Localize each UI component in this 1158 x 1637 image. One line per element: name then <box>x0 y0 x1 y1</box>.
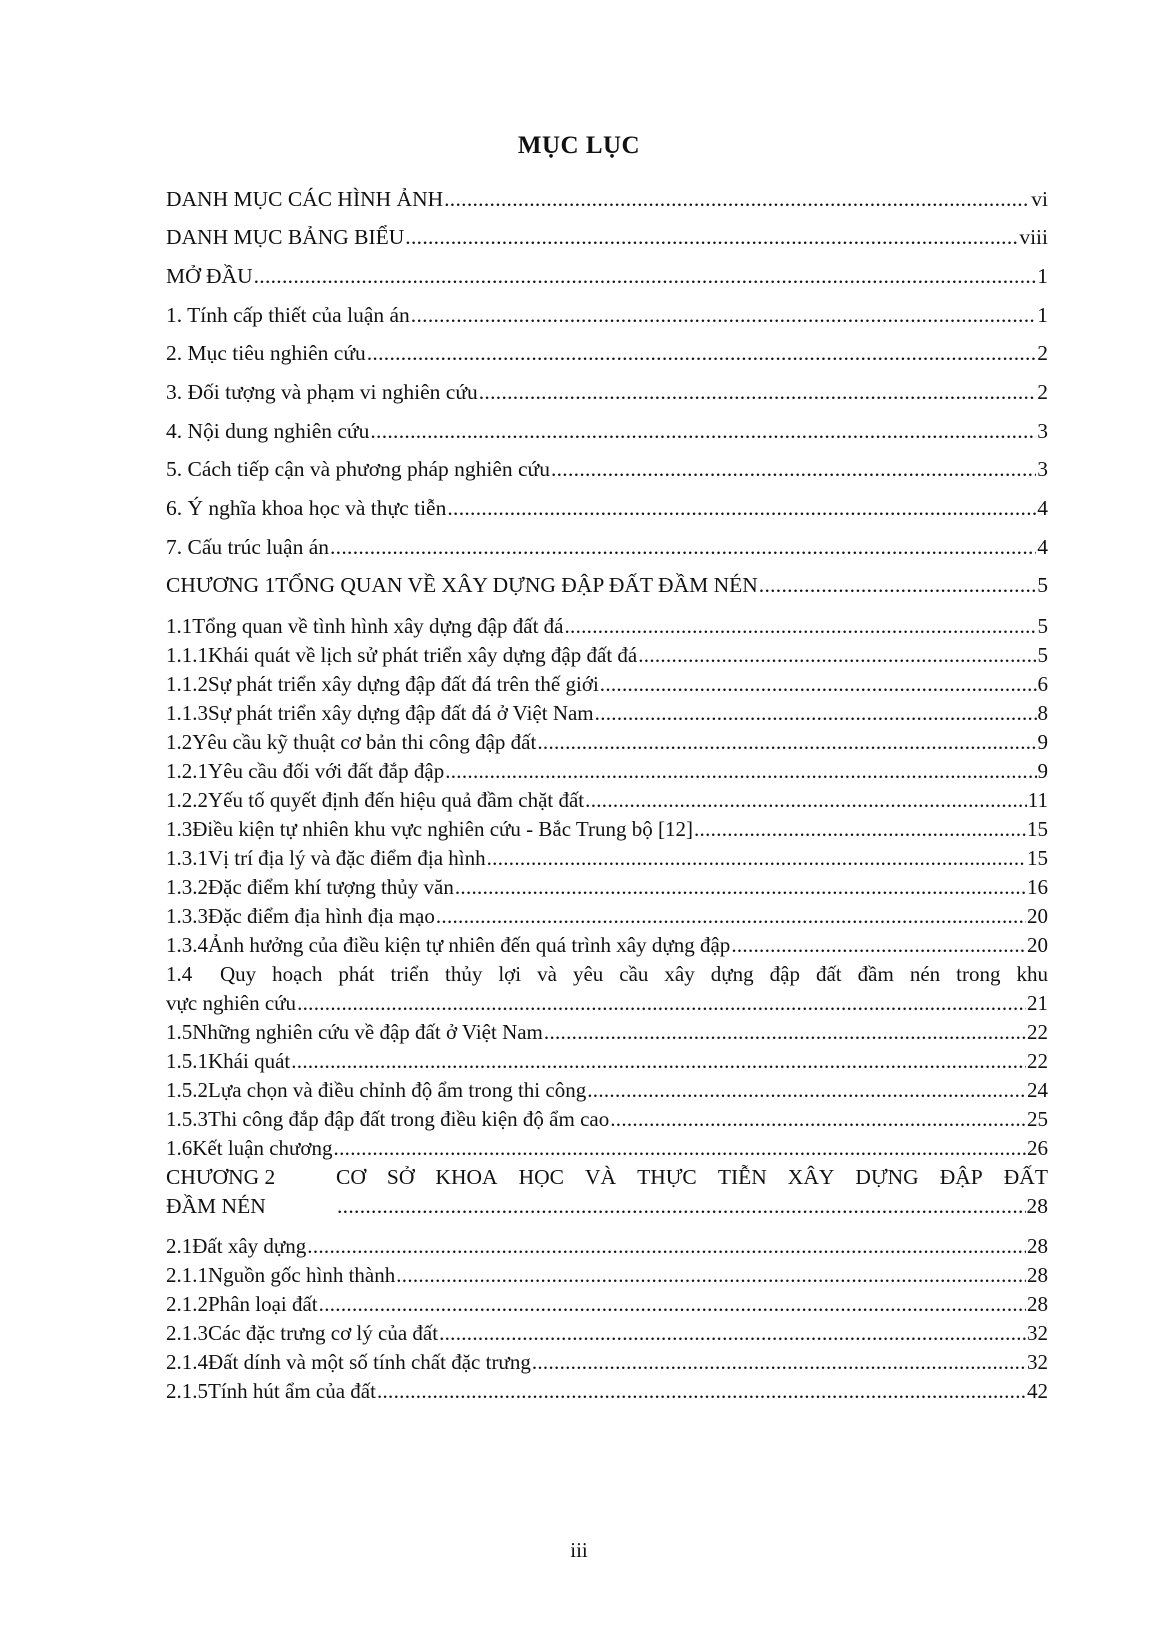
toc-entry-page: 42 <box>1027 1379 1048 1403</box>
toc-entry[interactable] <box>166 187 1048 212</box>
toc-entry-page: 15 <box>1027 846 1048 870</box>
toc-entry-text: 2. Mục tiêu nghiên cứu <box>166 341 366 365</box>
toc-entry-page: 28 <box>1027 1263 1048 1287</box>
toc-entry-text: MỞ ĐẦU <box>166 264 253 288</box>
toc-entry-number: 2.1.4 <box>166 1350 208 1374</box>
toc-entry-text: ĐẦM NÉN <box>166 1194 266 1218</box>
toc-entry-text: TỔNG QUAN VỀ XÂY DỰNG ĐẬP ĐẤT ĐẦM NÉN <box>275 573 758 597</box>
toc-entry-page: 9 <box>1037 759 1048 783</box>
toc-entry-text: 4. Nội dung nghiên cứu <box>166 419 370 443</box>
toc-entry-text: Khái quát <box>208 1049 291 1073</box>
toc-entry-page: 25 <box>1027 1107 1048 1131</box>
toc-entry-page: vi <box>1031 187 1048 211</box>
toc-entry-page: 28 <box>1027 1292 1048 1316</box>
toc-entry-text: Kết luận chương <box>192 1136 333 1160</box>
toc-entry[interactable] <box>166 875 1048 900</box>
toc-entry-text: Thi công đắp đập đất trong điều kiện độ ẩm cao <box>208 1107 610 1131</box>
toc-entry-page: 5 <box>1037 573 1048 597</box>
toc-entry[interactable] <box>166 341 1048 366</box>
toc-entry-page: 32 <box>1027 1350 1048 1374</box>
toc-entry-number: 1.1.1 <box>166 643 208 667</box>
toc-entry-text: 7. Cấu trúc luận án <box>166 535 329 559</box>
toc-entry-number: 1.3 <box>166 817 193 841</box>
toc-entry-text: DANH MỤC BẢNG BIỂU <box>166 225 405 249</box>
toc-entry-page: 20 <box>1027 933 1048 957</box>
toc-entry-page: 3 <box>1037 419 1048 443</box>
toc-entry[interactable] <box>166 1078 1048 1103</box>
toc-entry-page: 32 <box>1027 1321 1048 1345</box>
toc-entry[interactable] <box>166 1350 1048 1375</box>
toc-entry-page: 15 <box>1027 817 1048 841</box>
toc-entry[interactable] <box>166 817 1048 842</box>
toc-entry-text: Phân loại đất <box>208 1292 318 1316</box>
toc-entry-page: 21 <box>1027 991 1048 1015</box>
toc-entry-page: 28 <box>1026 1194 1048 1218</box>
toc-entry-text: Đất dính và một số tính chất đặc trưng <box>208 1350 531 1374</box>
toc-entry-text: Quy hoạch phát triển thủy lợi và yêu cầu xây dựng đập đất đầm nén trong khu <box>220 962 1048 986</box>
toc-entry-number: 1.1.2 <box>166 672 208 696</box>
toc-entry-text: Các đặc trưng cơ lý của đất <box>208 1321 439 1345</box>
toc-entry-number: 1.2.1 <box>166 759 208 783</box>
toc-entry-text: Ảnh hưởng của điều kiện tự nhiên đến quá trình xây dựng đập <box>208 933 731 957</box>
toc-entry-page: 2 <box>1037 341 1048 365</box>
toc-entry-text: CƠ SỞ KHOA HỌC VÀ THỰC TIỄN XÂY DỰNG ĐẬP ĐẤT <box>336 1165 1048 1189</box>
toc-entry-number: 1.2 <box>166 730 193 754</box>
toc-entry-number: 1.5.2 <box>166 1078 208 1102</box>
page-number: iii <box>570 1538 588 1562</box>
toc-entry[interactable] <box>166 1263 1048 1288</box>
toc-entry[interactable] <box>166 643 1048 668</box>
toc-entry-page: 24 <box>1027 1078 1048 1102</box>
toc-entry-number: CHƯƠNG 2 <box>166 1165 276 1189</box>
toc-entry-text: Tính hút ẩm của đất <box>208 1379 376 1403</box>
toc-entry-page: viii <box>1019 225 1048 249</box>
toc-entry-page: 9 <box>1037 730 1048 754</box>
toc-entry[interactable] <box>166 701 1048 726</box>
toc-entry-number: 1.3.3 <box>166 904 208 928</box>
toc-entry-page: 6 <box>1037 672 1048 696</box>
toc-entry[interactable] <box>166 1136 1048 1161</box>
toc-entry[interactable] <box>166 303 1048 328</box>
toc-entry-text: Những nghiên cứu về đập đất ở Việt Nam <box>192 1020 543 1044</box>
toc-entry-page: 20 <box>1027 904 1048 928</box>
toc-entry[interactable] <box>166 496 1048 521</box>
toc-entry[interactable] <box>166 1379 1048 1404</box>
toc-entry-page: 22 <box>1027 1049 1048 1073</box>
toc-entry-page: 1 <box>1037 264 1048 288</box>
toc-entry-text: Nguồn gốc hình thành <box>208 1263 396 1287</box>
toc-entry-page: 16 <box>1027 875 1048 899</box>
toc-entry-page: 4 <box>1037 496 1048 520</box>
toc-entry-number: 2.1.1 <box>166 1263 208 1287</box>
toc-entry[interactable] <box>166 730 1048 755</box>
toc-entry-wrapped-line[interactable] <box>166 962 1048 987</box>
toc-entry[interactable] <box>166 991 1048 1016</box>
toc-entry-page: 2 <box>1037 380 1048 404</box>
toc-entry-number: 1.2.2 <box>166 788 208 812</box>
toc-entry[interactable] <box>166 225 1048 250</box>
toc-entry[interactable] <box>166 264 1048 289</box>
toc-entry-text: Đất xây dựng <box>192 1234 307 1258</box>
toc-entry-text: 6. Ý nghĩa khoa học và thực tiễn <box>166 496 447 520</box>
toc-entry-number: 1.3.4 <box>166 933 208 957</box>
toc-entry[interactable] <box>166 933 1048 958</box>
toc-entry-number: 2.1.3 <box>166 1321 208 1345</box>
toc-entry[interactable] <box>166 788 1048 813</box>
toc-entry-number: 1.5.3 <box>166 1107 208 1131</box>
toc-entry-number: 1.5.1 <box>166 1049 208 1073</box>
toc-entry-text: Khái quát về lịch sử phát triển xây dựng đập đất đá <box>208 643 638 667</box>
toc-entry-number: 2.1.5 <box>166 1379 208 1403</box>
toc-entry[interactable] <box>166 672 1048 697</box>
toc-entry-text: Yêu cầu kỹ thuật cơ bản thi công đập đất <box>192 730 537 754</box>
toc-chapter-entry[interactable] <box>166 1194 1048 1219</box>
toc-entry[interactable] <box>166 614 1048 639</box>
toc-entry-page: 5 <box>1037 614 1048 638</box>
toc-entry-text: Tổng quan về tình hình xây dựng đập đất đá <box>192 614 564 638</box>
toc-entry-page: 3 <box>1037 457 1048 481</box>
toc-entry-number: 1.3.2 <box>166 875 208 899</box>
toc-entry-number: 1.6 <box>166 1136 193 1160</box>
toc-entry[interactable] <box>166 1234 1048 1259</box>
toc-entry[interactable] <box>166 457 1048 482</box>
toc-entry-text: 5. Cách tiếp cận và phương pháp nghiên cứu <box>166 457 550 481</box>
toc-entry-text: DANH MỤC CÁC HÌNH ẢNH <box>166 187 444 211</box>
page-title: MỤC LỤC <box>517 132 641 159</box>
toc-entry-number: 1.1 <box>166 614 193 638</box>
toc-entry-text: Sự phát triển xây dựng đập đất đá ở Việt Nam <box>208 701 594 725</box>
toc-entry-page: 11 <box>1027 788 1048 812</box>
toc-entry-text: vực nghiên cứu <box>166 991 297 1015</box>
toc-entry-number: 2.1 <box>166 1234 193 1258</box>
toc-entry-page: 28 <box>1027 1234 1048 1258</box>
toc-entry[interactable] <box>166 1107 1048 1132</box>
toc-entry-text: Đặc điểm địa hình địa mạo <box>208 904 435 928</box>
toc-entry-page: 8 <box>1037 701 1048 725</box>
toc-entry-text: Yêu cầu đối với đất đắp đập <box>208 759 445 783</box>
toc-entry-text: Vị trí địa lý và đặc điểm địa hình <box>208 846 486 870</box>
toc-entry[interactable] <box>166 419 1048 444</box>
toc-entry[interactable] <box>166 535 1048 560</box>
toc-entry-number: 1.1.3 <box>166 701 208 725</box>
toc-chapter-entry[interactable] <box>166 573 1048 598</box>
toc-entry-number: 1.3.1 <box>166 846 208 870</box>
toc-entry-text: Yếu tố quyết định đến hiệu quả đầm chặt đất <box>208 788 585 812</box>
toc-entry-number: CHƯƠNG 1 <box>166 573 276 597</box>
toc-entry-number: 1.4 <box>166 962 193 986</box>
toc-entry-page: 1 <box>1037 303 1048 327</box>
toc-entry[interactable] <box>166 904 1048 929</box>
toc-entry-text: Lựa chọn và điều chỉnh độ ẩm trong thi công <box>208 1078 587 1102</box>
toc-entry[interactable] <box>166 1049 1048 1074</box>
toc-entry[interactable] <box>166 1292 1048 1317</box>
toc-entry[interactable] <box>166 1321 1048 1346</box>
toc-entry-page: 4 <box>1037 535 1048 559</box>
toc-entry-page: 22 <box>1027 1020 1048 1044</box>
toc-entry-number: 1.5 <box>166 1020 193 1044</box>
toc-entry[interactable] <box>166 1020 1048 1045</box>
toc-entry-number: 2.1.2 <box>166 1292 208 1316</box>
toc-entry-text: Sự phát triển xây dựng đập đất đá trên thế giới <box>208 672 599 696</box>
toc-entry-page: 5 <box>1037 643 1048 667</box>
toc-chapter-entry-line[interactable] <box>166 1165 1048 1190</box>
toc-entry[interactable] <box>166 759 1048 784</box>
toc-entry[interactable] <box>166 846 1048 871</box>
toc-entry-text: 1. Tính cấp thiết của luận án <box>166 303 410 327</box>
toc-entry[interactable] <box>166 380 1048 405</box>
toc-entry-text: Điều kiện tự nhiên khu vực nghiên cứu - Bắc Trung bộ [12] <box>192 817 693 841</box>
toc-entry-page: 26 <box>1027 1136 1048 1160</box>
toc-entry-text: 3. Đối tượng và phạm vi nghiên cứu <box>166 380 478 404</box>
toc-entry-text: Đặc điểm khí tượng thủy văn <box>208 875 454 899</box>
